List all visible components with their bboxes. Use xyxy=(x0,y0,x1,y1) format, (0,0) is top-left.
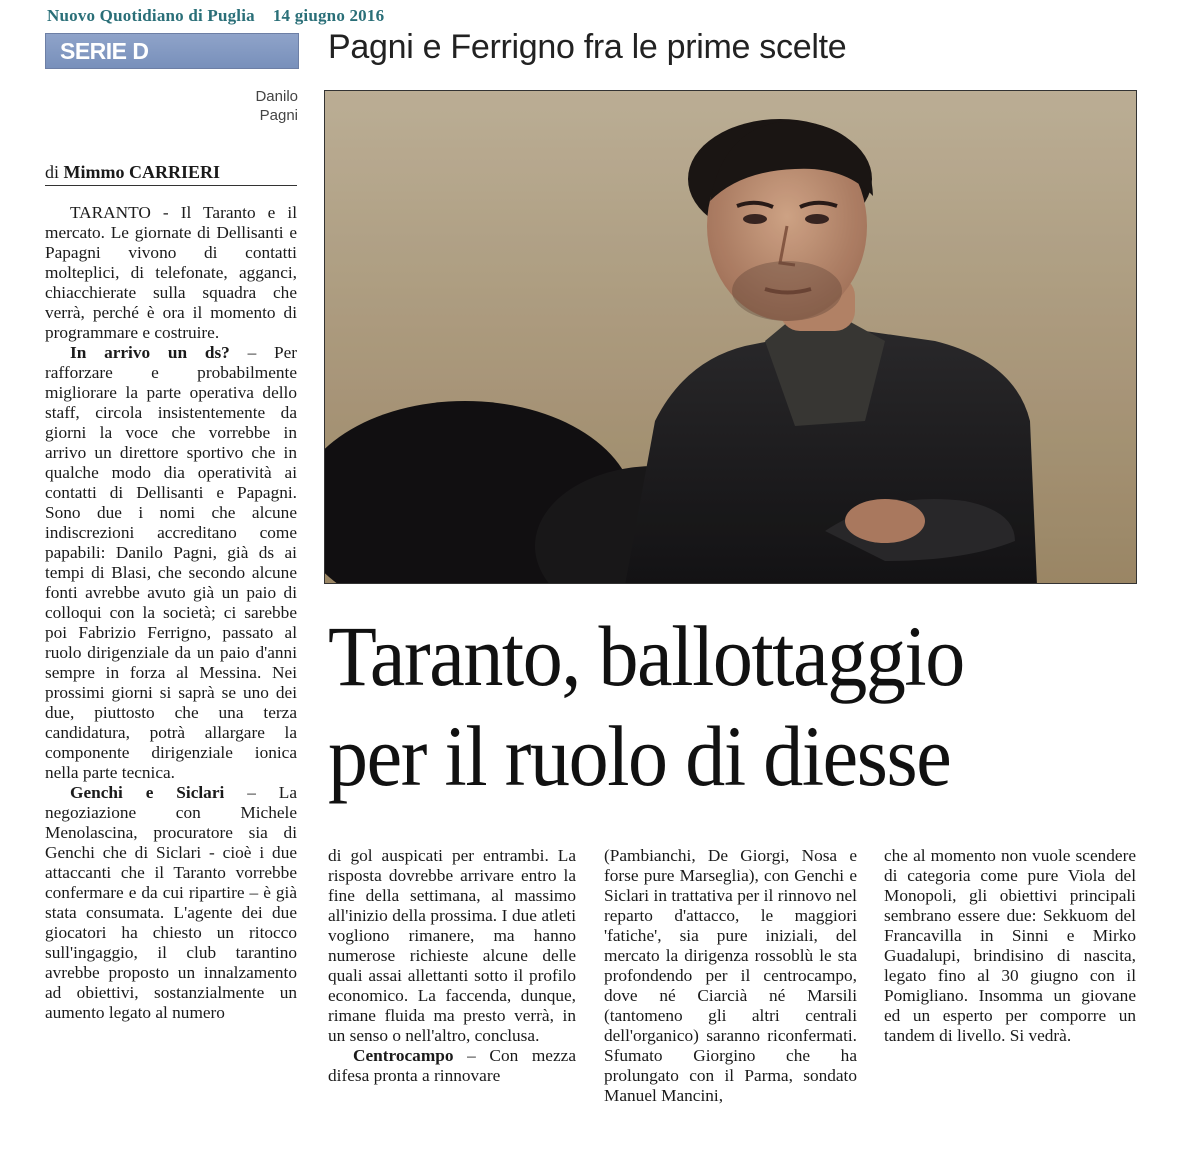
paragraph-lead: In arrivo un ds? xyxy=(70,343,230,362)
photo-caption xyxy=(230,87,298,125)
paragraph-lead: Centrocampo xyxy=(353,1046,454,1065)
article-paragraph: che al momento non vuole scendere di categoria come pure Viola del Monopoli, gli obiettivi principali sembrano essere due: Sekkuom del Francavilla in Sinni e Mirko Guadalupi, brindisino di nascita, legato fino al 30 giugno con il Pomigliano. Insomma un giovane ed un esperto per comporre un tandem di livello. Si vedrà. xyxy=(884,846,1136,1045)
kicker-headline: Pagni e Ferrigno fra le prime scelte xyxy=(328,28,847,66)
article-paragraph xyxy=(45,783,297,1023)
article-column-3 xyxy=(604,846,857,1106)
paragraph-body: – Con mezza difesa pronta a rinnovare xyxy=(328,1046,576,1085)
caption-line: Danilo xyxy=(255,88,298,105)
byline-prefix: di xyxy=(45,162,60,182)
article-paragraph: (Pambianchi, De Giorgi, Nosa e forse pure Marseglia), con Genchi e Siclari in trattativa per il rinnovo nel reparto d'attacco, le maggiori 'fatiche', sia pure iniziali, del mercato la dirigenza rossoblù le sta profondendo per il centrocampo, dove né Ciarcià né Marsili (tantomeno gli altri centrali dell'organico) saranno riconfermati. Sfumato Giorgino che ha prolungato con il Parma, sondato Manuel Mancini, xyxy=(604,846,857,1105)
headline-line: Taranto, ballottaggio xyxy=(328,608,964,704)
article-paragraph: di gol auspicati per entrambi. La risposta dovrebbe arrivare entro la fine della settimana, al massimo all'inizio della prossima. I due atleti vogliono rimanere, ma hanno numerose richieste alcune delle quali assai allettanti sotto il profilo economico. La faccenda, dunque, rimane fluida ma presto verrà, in un senso o nell'altro, conclusa. xyxy=(328,846,576,1045)
publication-date: 14 giugno 2016 xyxy=(272,6,385,25)
article-paragraph xyxy=(45,343,297,783)
portrait-illustration xyxy=(325,91,1137,584)
byline-author: Mimmo CARRIERI xyxy=(63,162,221,182)
paragraph-body: – Per rafforzare e probabilmente migliorare la parte operativa dello staff, circola insistentemente da giorni la voce che vorrebbe in arrivo un direttore sportivo che in qualche modo dia operatività ai contatti di Dellisanti e Papagni. Sono due i nomi che alcune indiscrezioni accreditano come papabili: Danilo Pagni, già ds ai tempi di Blasi, che secondo alcune fonti avrebbe avuto già un paio di colloqui con la società; ci sarebbe poi Fabrizio Ferrigno, passato al ruolo dirigenziale da un paio d'anni sempre in forza al Messina. Nei prossimi giorni si saprà se uno dei due, piuttosto che una terza candidatura, potrà allargare la componente dirigenziale ionica nella parte tecnica. xyxy=(45,343,297,782)
paragraph-body: – La negoziazione con Michele Menolascina, procuratore sia di Genchi che di Siclari - cioè i due attaccanti che il Taranto vorrebbe confermare e da cui ripartire – è già stata consumata. L'agente dei due giocatori ha chiesto un ritocco sull'ingaggio, il club tarantino avrebbe proposto un innalzamento ad obiettivi, sostanzialmente un aumento legato al numero xyxy=(45,783,297,1022)
article-column-2 xyxy=(328,846,576,1086)
main-headline xyxy=(328,606,1081,806)
headline-line: per il ruolo di diesse xyxy=(328,708,951,804)
newspaper-name: Nuovo Quotidiano di Puglia xyxy=(47,6,255,25)
article-column-4 xyxy=(884,846,1136,1046)
section-label: SERIE D xyxy=(45,33,299,69)
article-photo xyxy=(324,90,1137,584)
article-column-1 xyxy=(45,203,297,1023)
byline xyxy=(45,161,297,186)
masthead xyxy=(47,6,384,26)
article-paragraph: TARANTO - Il Taranto e il mercato. Le giornate di Dellisanti e Papagni vivono di contatti molteplici, di telefonate, agganci, chiacchierate sulla squadra che verrà, perché è ora il momento di programmare e costruire. xyxy=(45,203,297,342)
article-paragraph xyxy=(328,1046,576,1086)
caption-line: Pagni xyxy=(259,107,298,124)
paragraph-lead: Genchi e Siclari xyxy=(70,783,225,802)
